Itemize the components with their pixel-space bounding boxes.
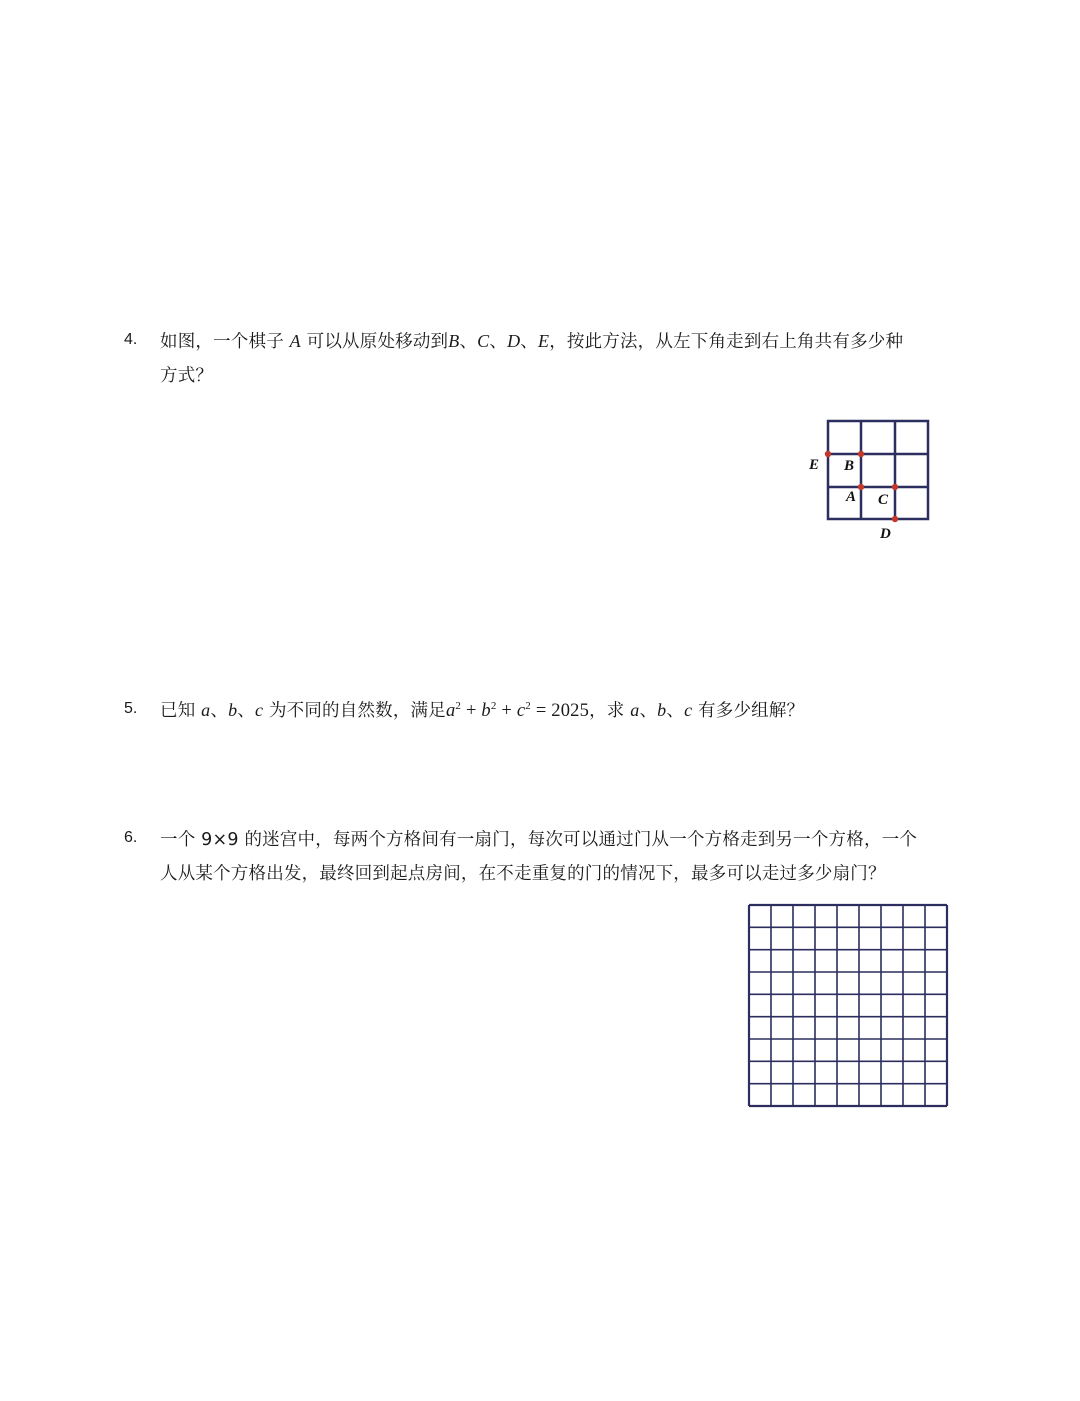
question-4-number: 4. (124, 331, 138, 348)
q5-sep: 、 (666, 701, 685, 721)
q5-eq-b: b (481, 701, 491, 721)
q5-sep: 、 (237, 701, 255, 721)
q5-text-part-1: 已知 (160, 701, 196, 721)
q4-grid-figure (800, 412, 940, 542)
q5-eq-equals: = (535, 701, 547, 721)
q4-text-part-3: ，按此方法，从左下角走到右上角共有多少种 (549, 332, 904, 352)
q4-text-part-2: 可以从原处移动到 (306, 332, 449, 352)
q5-var-c-2: c (684, 700, 693, 720)
q5-var-b-2: b (657, 700, 667, 720)
q5-var-a-2: a (630, 700, 640, 720)
q4-dot-b (858, 451, 864, 457)
q5-eq-a: a (445, 701, 456, 721)
q5-sep: 、 (639, 701, 658, 721)
q4-var-a: A (289, 331, 301, 351)
q4-label-a: A (846, 489, 857, 505)
q4-target-b: B (448, 331, 460, 351)
q5-var-c: c (254, 700, 264, 720)
q5-eq-exp: 2 (490, 700, 497, 712)
question-5-line-1 (160, 697, 804, 722)
q5-eq-value: 2025 (551, 701, 590, 721)
q4-dot-d (892, 516, 898, 522)
q4-label-c: C (878, 492, 889, 508)
q4-dot-e (825, 451, 831, 457)
q5-eq-exp: 2 (525, 700, 531, 712)
q5-var-a: a (201, 700, 211, 720)
q5-text-part-3: ，求 (589, 701, 625, 721)
q5-eq-exp: 2 (455, 700, 462, 712)
q5-text-part-2: 为不同的自然数，满足 (268, 701, 446, 721)
question-6-line-2: 人从某个方格出发，最终回到起点房间，在不走重复的门的情况下，最多可以走过多少扇门？ (160, 864, 886, 884)
question-6-number: 6. (124, 829, 138, 846)
question-5-number: 5. (124, 700, 138, 717)
q5-sep: 、 (210, 701, 229, 721)
q4-sep: 、 (520, 332, 538, 352)
q5-var-b: b (228, 700, 238, 720)
q4-target-d: D (507, 331, 521, 351)
q4-label-d: D (880, 526, 891, 542)
q4-text-part-1: 如图，一个棋子 (160, 332, 284, 352)
q5-text-part-4: 有多少组解？ (698, 701, 805, 721)
q5-eq-plus: + (465, 701, 477, 721)
question-4-line-1 (160, 328, 903, 353)
q4-dot-c (892, 484, 898, 490)
q6-maze-grid (744, 900, 954, 1112)
q4-target-e: E (537, 331, 550, 351)
q4-sep: 、 (489, 332, 508, 352)
question-6-line-1: 一个 9×9 的迷宫中，每两个方格间有一扇门，每次可以通过门从一个方格走到另一个方格，一个 (160, 830, 918, 850)
q4-target-c: C (477, 331, 490, 351)
q4-label-e: E (809, 457, 820, 473)
q5-eq-c: c (516, 701, 526, 721)
q4-dot-a (858, 484, 864, 490)
question-4-line-2: 方式？ (160, 366, 214, 386)
q5-eq-plus: + (501, 701, 513, 721)
q4-sep: 、 (459, 332, 478, 352)
q5-equation (446, 701, 589, 721)
q4-label-b: B (844, 458, 855, 474)
